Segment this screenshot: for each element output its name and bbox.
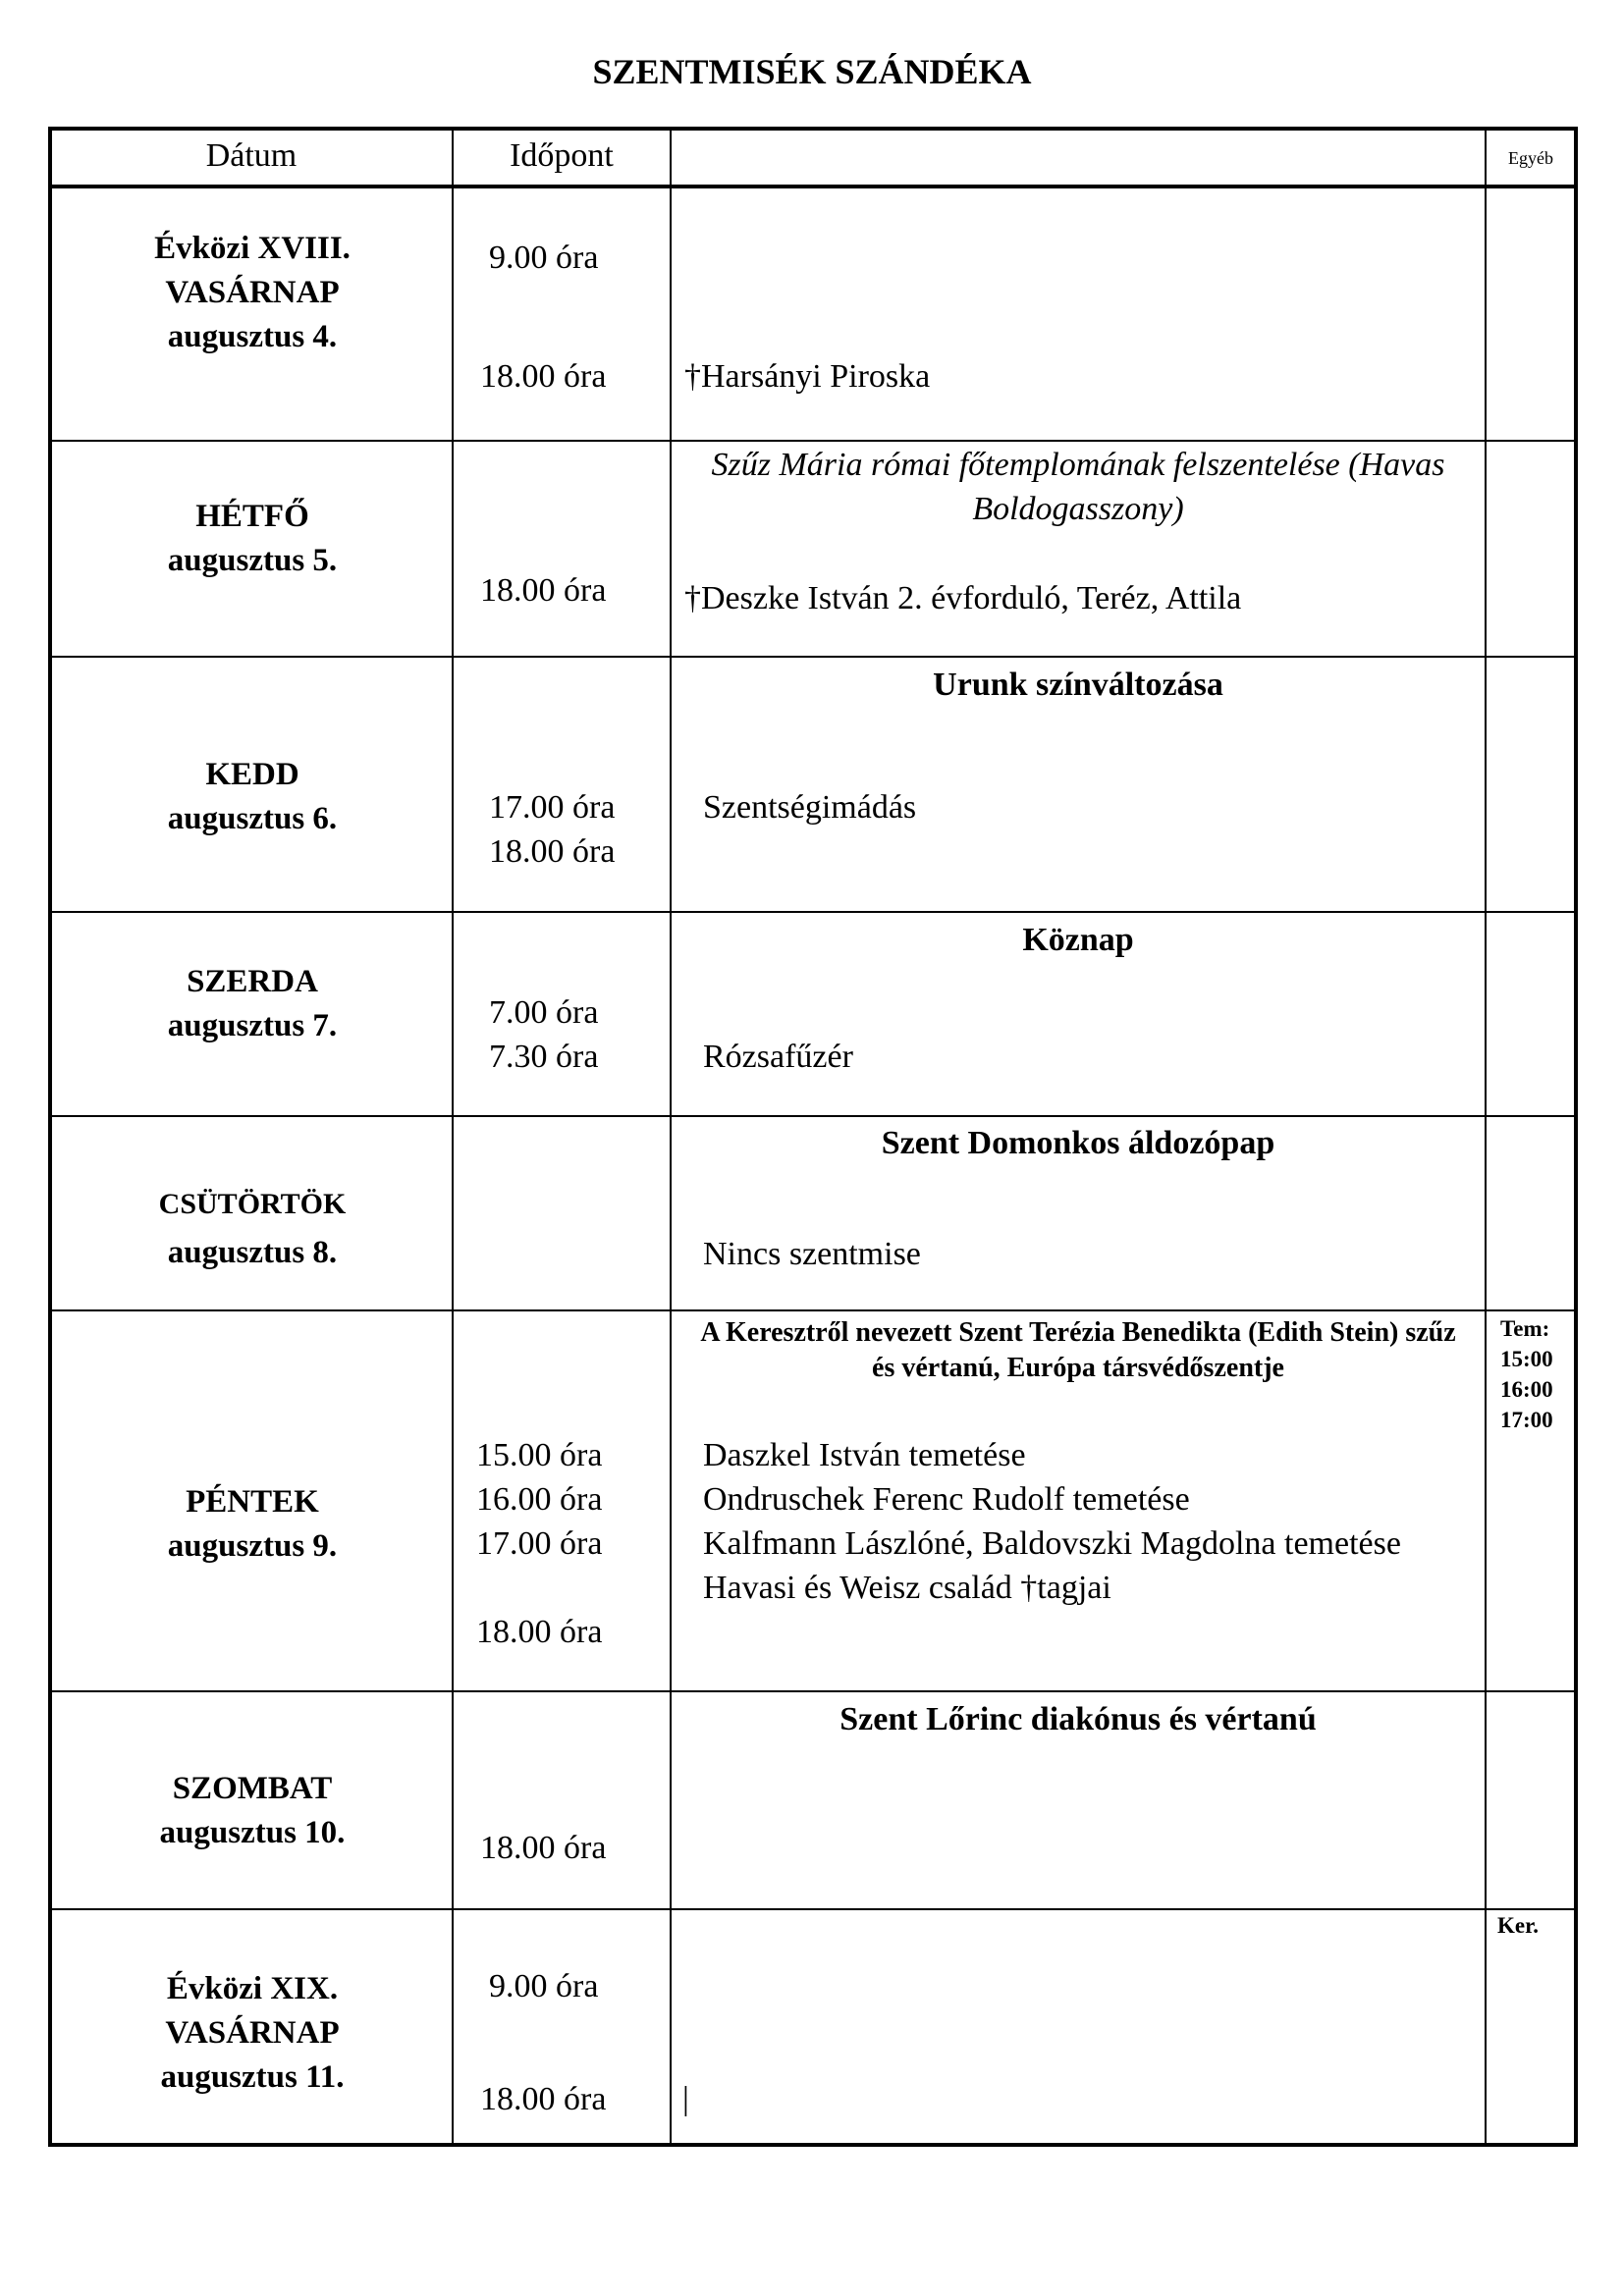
other-note: Tem: 15:00 16:00 17:00 <box>1500 1316 1553 1432</box>
date-cell: KEDD augusztus 6. <box>167 757 338 836</box>
feast-title: Szent Lőrinc diakónus és vértanú <box>839 1701 1317 1737</box>
header-date: Dátum <box>205 137 298 174</box>
other-note: Ker. <box>1497 1913 1539 1938</box>
time-value: 18.00 óra <box>480 572 607 609</box>
time-value: 18.00 óra <box>480 1830 607 1866</box>
feast-title: Szűz Mária római főtemplomának felszentelése (Havas Boldogasszony) <box>711 447 1445 527</box>
date-cell: HÉTFŐ augusztus 5. <box>167 499 338 578</box>
date-cell: Évközi XIX. VASÁRNAP augusztus 11. <box>160 1971 345 2095</box>
intention-list <box>703 1433 1469 1610</box>
header-other: Egyéb <box>1508 148 1553 168</box>
feast-title: A Keresztről nevezett Szent Terézia Benedikta (Edith Stein) szűz és vértanú, Európa társvédőszentje <box>700 1317 1456 1383</box>
feast-title: Urunk színváltozása <box>933 667 1223 703</box>
intention-text: †Harsányi Piroska <box>684 358 931 395</box>
time-list: 15.00 óra 16.00 óra 17.00 óra 18.00 óra <box>476 1437 603 1650</box>
time-value: 9.00 óra <box>489 240 599 276</box>
feast-title: Szent Domonkos áldozópap <box>881 1125 1275 1161</box>
row-divider <box>48 440 1578 442</box>
row-divider <box>48 1115 1578 1117</box>
intention-text: Kalfmann Lászlóné, Baldovszki Magdolna temetése <box>703 1525 1401 1562</box>
intention-text: Rózsafűzér <box>703 1039 853 1075</box>
time-value: 18.00 óra <box>480 2081 607 2117</box>
time-list: 17.00 óra 18.00 óra <box>489 789 616 870</box>
date-cell: PÉNTEK augusztus 9. <box>167 1484 338 1564</box>
header-time: Időpont <box>510 137 614 174</box>
header-divider <box>48 185 1578 188</box>
date-cell: Évközi XVIII. VASÁRNAP augusztus 4. <box>154 231 351 354</box>
time-value: 9.00 óra <box>489 1968 599 2004</box>
row-divider <box>48 1908 1578 1910</box>
row-divider <box>48 1690 1578 1692</box>
date-cell: SZOMBAT augusztus 10. <box>159 1771 346 1850</box>
column-divider <box>1485 127 1487 2147</box>
intention-text: | <box>682 2081 689 2117</box>
row-divider <box>48 911 1578 913</box>
date-cell: CSÜTÖRTÖK augusztus 8. <box>158 1188 347 1270</box>
time-value: 18.00 óra <box>480 358 607 395</box>
feast-title: Köznap <box>1022 922 1134 958</box>
time-list: 7.00 óra 7.30 óra <box>489 994 599 1075</box>
intention-text: Havasi és Weisz család †tagjai <box>703 1570 1111 1606</box>
intention-text: Szentségimádás <box>703 789 917 826</box>
intention-text: Ondruschek Ferenc Rudolf temetése <box>703 1481 1190 1518</box>
date-cell: SZERDA augusztus 7. <box>167 964 338 1043</box>
intention-text: †Deszke István 2. évforduló, Teréz, Attila <box>684 580 1242 616</box>
intention-text: Nincs szentmise <box>703 1236 921 1272</box>
row-divider <box>48 656 1578 658</box>
intention-text: Daszkel István temetése <box>703 1437 1026 1473</box>
row-divider <box>48 1309 1578 1311</box>
page-title: SZENTMISÉK SZÁNDÉKA <box>592 52 1032 91</box>
